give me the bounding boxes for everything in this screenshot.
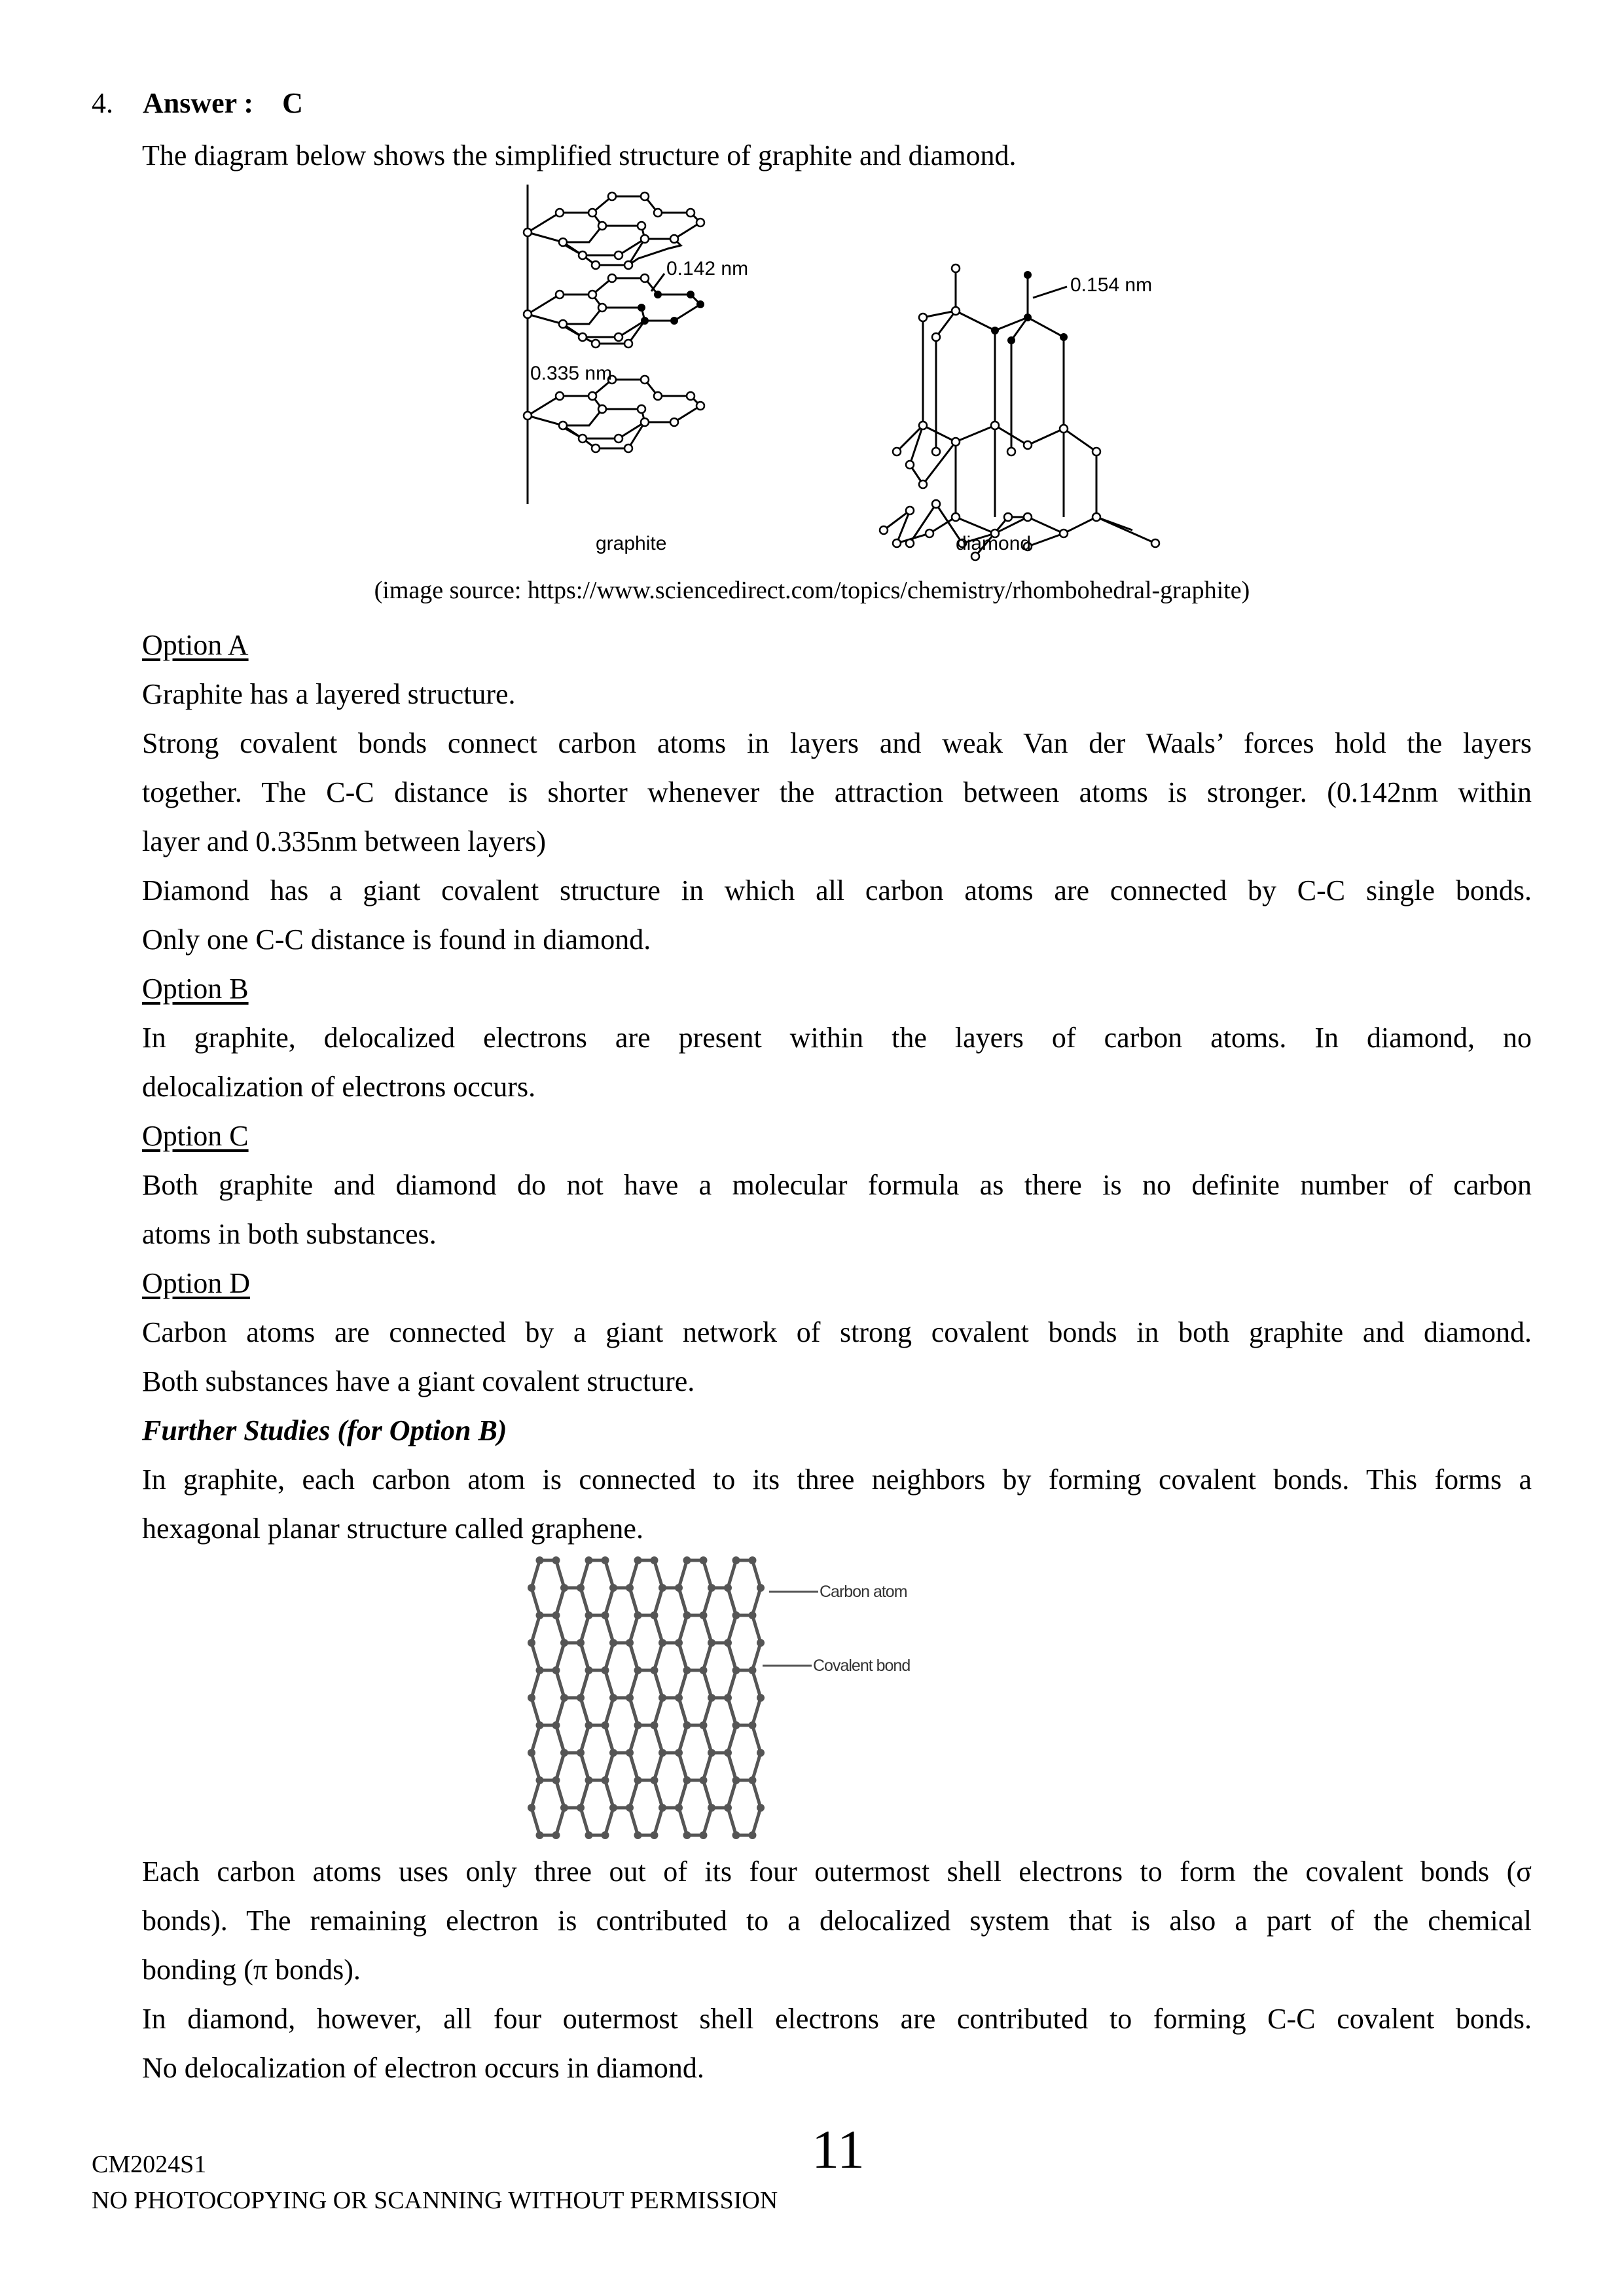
further-line: bonding (π bonds). (142, 1954, 361, 1986)
carbon-atom (634, 1556, 642, 1564)
option-a-line: Only one C-C distance is found in diamond. (142, 924, 651, 956)
footer-notice: NO PHOTOCOPYING OR SCANNING WITHOUT PERMISSION (92, 2187, 778, 2214)
carbon-atom (609, 1749, 617, 1757)
carbon-atom (659, 1639, 666, 1647)
question-number: 4. (92, 87, 113, 119)
carbon-atom (626, 1694, 634, 1702)
carbon-atom (724, 1694, 732, 1702)
covalent-bond (728, 1670, 736, 1698)
covalent-bond-label: Covalent bond (813, 1657, 911, 1675)
covalent-bond (581, 1615, 589, 1643)
covalent-bond (679, 1615, 687, 1643)
covalent-bond (581, 1698, 589, 1725)
option-c-line: atoms in both substances. (142, 1218, 437, 1250)
carbon-atom (536, 1611, 544, 1619)
carbon-atom (700, 1666, 708, 1674)
carbon-atom (675, 1694, 683, 1702)
carbon-atom (757, 1804, 765, 1812)
carbon-atom (749, 1831, 757, 1839)
covalent-bond (532, 1725, 540, 1753)
option-a-line: together. The C-C distance is shorter whenever the attraction between atoms is stronger. (0.142nm within (142, 776, 1532, 808)
covalent-bond (630, 1643, 638, 1670)
covalent-bond (753, 1670, 761, 1698)
carbon-atom (659, 1694, 666, 1702)
graphene-atoms (528, 1556, 765, 1839)
covalent-bond (581, 1560, 589, 1588)
carbon-atom (683, 1831, 691, 1839)
carbon-atom (651, 1721, 659, 1729)
graphite-bond-length-label: 0.142 nm (666, 258, 749, 279)
covalent-bond (704, 1808, 712, 1835)
covalent-bond (630, 1670, 638, 1698)
graphene-figure (517, 1545, 1172, 1852)
covalent-bond (728, 1615, 736, 1643)
covalent-bond (532, 1643, 540, 1670)
carbon-atom (724, 1749, 732, 1757)
carbon-atom (659, 1804, 666, 1812)
further-line: Each carbon atoms uses only three out of its four outermost shell electrons to form the covalent bonds (σ (142, 1856, 1532, 1888)
carbon-atom (732, 1611, 740, 1619)
covalent-bond (581, 1670, 589, 1698)
carbon-atom (749, 1721, 757, 1729)
carbon-atom (626, 1584, 634, 1592)
carbon-atom (552, 1611, 560, 1619)
carbon-atom (609, 1694, 617, 1702)
covalent-bond (556, 1643, 565, 1670)
carbon-atom (732, 1556, 740, 1564)
covalent-bond (753, 1643, 761, 1670)
covalent-bond (630, 1588, 638, 1615)
diamond-bond-length-label: 0.154 nm (1070, 274, 1153, 296)
carbon-atom (577, 1584, 585, 1592)
carbon-atom (528, 1584, 535, 1592)
carbon-atom (560, 1584, 568, 1592)
diamond-bond-pointer (1033, 287, 1067, 298)
carbon-atom (609, 1639, 617, 1647)
carbon-atom (700, 1831, 708, 1839)
covalent-bond (605, 1725, 614, 1753)
covalent-bond (605, 1808, 614, 1835)
option-a-line: layer and 0.335nm between layers) (142, 825, 546, 857)
option-a-line: Diamond has a giant covalent structure in which all carbon atoms are connected by C-C single bonds. (142, 874, 1532, 906)
carbon-atom (651, 1611, 659, 1619)
diamond-structure (884, 268, 1155, 556)
carbon-atom (683, 1666, 691, 1674)
covalent-bond (532, 1698, 540, 1725)
covalent-bond (605, 1780, 614, 1808)
covalent-bond (753, 1753, 761, 1780)
covalent-bond (581, 1643, 589, 1670)
carbon-atom (708, 1639, 715, 1647)
answer-value: C (282, 87, 303, 119)
carbon-atom (560, 1804, 568, 1812)
carbon-atom (552, 1556, 560, 1564)
carbon-atom (675, 1639, 683, 1647)
covalent-bond (728, 1780, 736, 1808)
covalent-bond (728, 1643, 736, 1670)
graphite-layer-middle (528, 278, 700, 344)
option-b-line: In graphite, delocalized electrons are present within the layers of carbon atoms. In diamond, no (142, 1022, 1532, 1054)
covalent-bond (556, 1698, 565, 1725)
footer-code: CM2024S1 (92, 2151, 207, 2178)
covalent-bond (532, 1780, 540, 1808)
option-c-line: Both graphite and diamond do not have a molecular formula as there is no definite number of carbon (142, 1169, 1532, 1201)
covalent-bond (704, 1588, 712, 1615)
carbon-atom (683, 1611, 691, 1619)
covalent-bond (556, 1753, 565, 1780)
carbon-atom (724, 1639, 732, 1647)
covalent-bond (630, 1560, 638, 1588)
covalent-bond (728, 1808, 736, 1835)
carbon-atom (659, 1584, 666, 1592)
further-line: hexagonal planar structure called graphene. (142, 1513, 643, 1545)
carbon-atom (749, 1611, 757, 1619)
carbon-atom (602, 1721, 609, 1729)
carbon-atom (749, 1556, 757, 1564)
carbon-atom (552, 1831, 560, 1839)
carbon-atom (708, 1694, 715, 1702)
carbon-atom (560, 1749, 568, 1757)
option-a-line: Strong covalent bonds connect carbon atoms in layers and weak Van der Waals’ forces hold the layers (142, 727, 1532, 759)
carbon-atom (585, 1831, 593, 1839)
option-a-line: Graphite has a layered structure. (142, 678, 516, 710)
carbon-atom (675, 1804, 683, 1812)
carbon-atom (757, 1749, 765, 1757)
carbon-atom (585, 1721, 593, 1729)
page-number: 11 (812, 2119, 865, 2180)
covalent-bond (532, 1808, 540, 1835)
covalent-bond (704, 1643, 712, 1670)
covalent-bond (556, 1560, 565, 1588)
option-a-heading: Option A (142, 629, 249, 661)
option-b-heading: Option B (142, 973, 249, 1005)
carbon-atom (536, 1556, 544, 1564)
covalent-bond (704, 1670, 712, 1698)
carbon-atom (536, 1666, 544, 1674)
further-line: In graphite, each carbon atom is connected to its three neighbors by forming covalent bonds. This forms a (142, 1463, 1532, 1496)
carbon-atom (732, 1666, 740, 1674)
carbon-atom (528, 1694, 535, 1702)
covalent-bond (630, 1780, 638, 1808)
covalent-bond (556, 1780, 565, 1808)
carbon-atom (577, 1639, 585, 1647)
carbon-atom (560, 1694, 568, 1702)
option-c-heading: Option C (142, 1120, 249, 1152)
covalent-bond (753, 1725, 761, 1753)
carbon-atom (585, 1556, 593, 1564)
carbon-atom (700, 1611, 708, 1619)
covalent-bond (556, 1588, 565, 1615)
covalent-bond (605, 1560, 614, 1588)
carbon-atom (626, 1639, 634, 1647)
carbon-atom (585, 1666, 593, 1674)
covalent-bond (532, 1560, 540, 1588)
carbon-atom (528, 1804, 535, 1812)
covalent-bond (753, 1588, 761, 1615)
covalent-bond (630, 1725, 638, 1753)
covalent-bond (655, 1643, 663, 1670)
diamond-atoms (880, 264, 1159, 560)
covalent-bond (679, 1725, 687, 1753)
carbon-atom (602, 1556, 609, 1564)
covalent-bond (655, 1780, 663, 1808)
covalent-bond (581, 1808, 589, 1835)
carbon-atom (634, 1831, 642, 1839)
covalent-bond (753, 1560, 761, 1588)
carbon-atom (683, 1556, 691, 1564)
further-studies-heading: Further Studies (for Option B) (142, 1414, 507, 1446)
covalent-bond (753, 1780, 761, 1808)
carbon-atom (634, 1776, 642, 1784)
further-after-block (142, 1847, 1532, 2092)
covalent-bond (704, 1753, 712, 1780)
carbon-atom (700, 1556, 708, 1564)
carbon-atom (552, 1721, 560, 1729)
covalent-bond (556, 1615, 565, 1643)
covalent-bond (605, 1670, 614, 1698)
intro-block (142, 131, 1532, 180)
graphite-layer-spacing-label: 0.335 nm (530, 363, 613, 384)
carbon-atom (651, 1556, 659, 1564)
carbon-atom (749, 1666, 757, 1674)
graphite-diamond-figure (504, 177, 1191, 569)
carbon-atom (732, 1831, 740, 1839)
covalent-bond (655, 1725, 663, 1753)
covalent-bond (679, 1698, 687, 1725)
graphite-label: graphite (596, 533, 667, 554)
carbon-atom (757, 1584, 765, 1592)
carbon-atom (585, 1611, 593, 1619)
diamond-label: diamond (956, 533, 1032, 554)
covalent-bond (679, 1560, 687, 1588)
carbon-atom (536, 1776, 544, 1784)
carbon-atom (675, 1584, 683, 1592)
covalent-bond (655, 1698, 663, 1725)
carbon-atom (659, 1749, 666, 1757)
covalent-bond (655, 1615, 663, 1643)
carbon-atom (651, 1831, 659, 1839)
carbon-atom (651, 1776, 659, 1784)
carbon-atom (708, 1749, 715, 1757)
covalent-bond (630, 1615, 638, 1643)
carbon-atom (528, 1749, 535, 1757)
covalent-bond (679, 1588, 687, 1615)
carbon-atom (732, 1721, 740, 1729)
carbon-atom (560, 1639, 568, 1647)
carbon-atom (757, 1694, 765, 1702)
carbon-atom (651, 1666, 659, 1674)
carbon-atom-label: Carbon atom (820, 1583, 907, 1601)
covalent-bond (655, 1808, 663, 1835)
covalent-bond (581, 1753, 589, 1780)
covalent-bond (655, 1753, 663, 1780)
question-header (92, 84, 303, 123)
covalent-bond (753, 1808, 761, 1835)
covalent-bond (556, 1725, 565, 1753)
carbon-atom (609, 1804, 617, 1812)
carbon-atom (602, 1666, 609, 1674)
covalent-bond (556, 1670, 565, 1698)
covalent-bond (679, 1808, 687, 1835)
intro-text: The diagram below shows the simplified structure of graphite and diamond. (142, 139, 1017, 171)
covalent-bond (753, 1615, 761, 1643)
option-d-heading: Option D (142, 1267, 250, 1299)
carbon-atom (577, 1804, 585, 1812)
covalent-bond (679, 1753, 687, 1780)
covalent-bond (679, 1643, 687, 1670)
covalent-bond (581, 1588, 589, 1615)
carbon-atom (552, 1666, 560, 1674)
carbon-atom (634, 1666, 642, 1674)
covalent-bond (532, 1753, 540, 1780)
further-line: bonds). The remaining electron is contributed to a delocalized system that is also a part of the chemical (142, 1905, 1532, 1937)
covalent-bond (605, 1643, 614, 1670)
covalent-bond (753, 1698, 761, 1725)
graphite-structure (528, 185, 700, 504)
answer-label: Answer : (143, 87, 254, 119)
covalent-bond (655, 1588, 663, 1615)
carbon-atom (724, 1584, 732, 1592)
figure-caption: (image source: https://www.sciencedirect.com/topics/chemistry/rhombohedral-graphite) (374, 577, 1250, 604)
covalent-bond (728, 1698, 736, 1725)
carbon-atom (757, 1639, 765, 1647)
covalent-bond (704, 1615, 712, 1643)
bond-length-pointer (651, 274, 664, 291)
carbon-atom (634, 1611, 642, 1619)
covalent-bond (605, 1698, 614, 1725)
covalent-bond (605, 1615, 614, 1643)
option-d-line: Carbon atoms are connected by a giant network of strong covalent bonds in both graphite and diamond. (142, 1316, 1532, 1348)
carbon-atom (577, 1694, 585, 1702)
covalent-bond (630, 1808, 638, 1835)
option-b-line: delocalization of electrons occurs. (142, 1071, 536, 1103)
covalent-bond (605, 1753, 614, 1780)
carbon-atom (708, 1804, 715, 1812)
carbon-atom (552, 1776, 560, 1784)
covalent-bond (728, 1560, 736, 1588)
covalent-bond (532, 1588, 540, 1615)
covalent-bond (532, 1670, 540, 1698)
covalent-bond (728, 1725, 736, 1753)
carbon-atom (609, 1584, 617, 1592)
carbon-atom (749, 1776, 757, 1784)
covalent-bond (581, 1725, 589, 1753)
carbon-atom (700, 1721, 708, 1729)
covalent-bond (630, 1753, 638, 1780)
further-line: No delocalization of electron occurs in diamond. (142, 2052, 704, 2084)
carbon-atom (683, 1776, 691, 1784)
carbon-atom (700, 1776, 708, 1784)
carbon-atom (536, 1831, 544, 1839)
carbon-atom (602, 1611, 609, 1619)
covalent-bond (655, 1560, 663, 1588)
carbon-atom (536, 1721, 544, 1729)
carbon-atom (528, 1639, 535, 1647)
carbon-atom (626, 1804, 634, 1812)
covalent-bond (728, 1588, 736, 1615)
carbon-atom (626, 1749, 634, 1757)
covalent-bond (704, 1725, 712, 1753)
covalent-bond (581, 1780, 589, 1808)
covalent-bond (630, 1698, 638, 1725)
carbon-atom (724, 1804, 732, 1812)
carbon-atom (683, 1721, 691, 1729)
option-d-line: Both substances have a giant covalent structure. (142, 1365, 695, 1397)
covalent-bond (556, 1808, 565, 1835)
covalent-bond (532, 1615, 540, 1643)
covalent-bond (679, 1670, 687, 1698)
carbon-atom (602, 1831, 609, 1839)
options-block (142, 620, 1532, 1553)
carbon-atom (708, 1584, 715, 1592)
covalent-bond (704, 1780, 712, 1808)
carbon-atom (634, 1721, 642, 1729)
further-line: In diamond, however, all four outermost shell electrons are contributed to forming C-C covalent bonds. (142, 2003, 1532, 2035)
covalent-bond (704, 1560, 712, 1588)
covalent-bond (605, 1588, 614, 1615)
carbon-atom (675, 1749, 683, 1757)
covalent-bond (655, 1670, 663, 1698)
covalent-bond (679, 1780, 687, 1808)
covalent-bond (728, 1753, 736, 1780)
carbon-atom (732, 1776, 740, 1784)
covalent-bond (704, 1698, 712, 1725)
carbon-atom (585, 1776, 593, 1784)
carbon-atom (577, 1749, 585, 1757)
carbon-atom (602, 1776, 609, 1784)
